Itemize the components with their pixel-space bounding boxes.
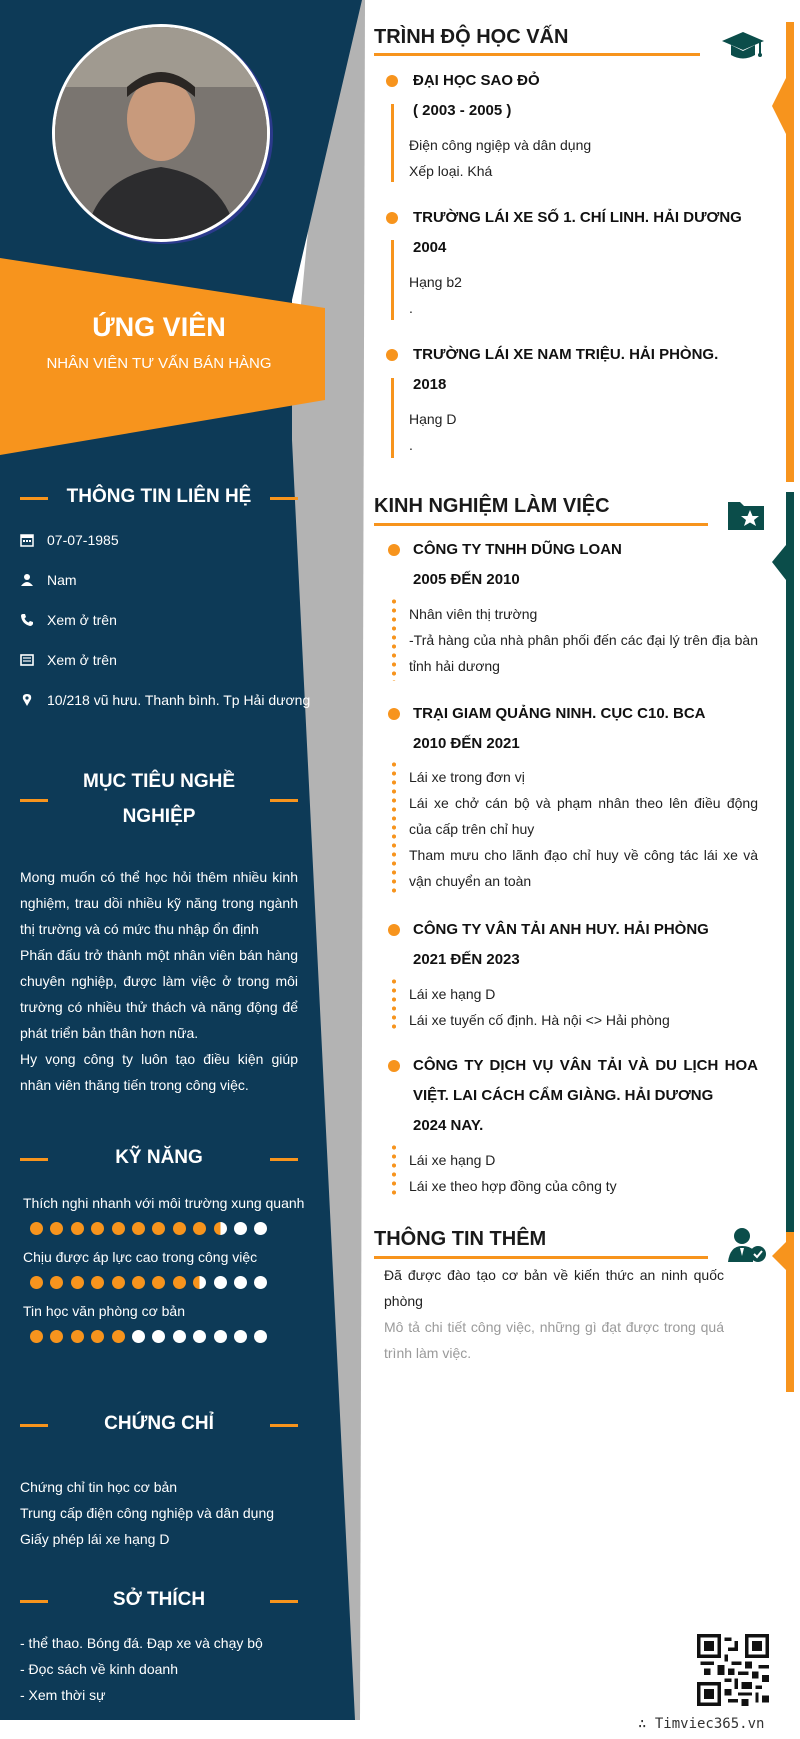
extra-right-arrow	[772, 1242, 786, 1270]
detail-line: Điện công ngiệp và dân dụng	[409, 137, 592, 153]
experience-entry-title: CÔNG TY DỊCH VỤ VÂN TẢI VÀ DU LỊCH HOA VIỆT. LAI CÁCH CẨM GIÀNG. HẢI DƯƠNG	[413, 1057, 758, 1104]
education-entry-details	[409, 132, 758, 184]
skill-dot	[132, 1276, 145, 1289]
user-icon	[20, 573, 34, 587]
detail-line: Lái xe hạng D	[409, 986, 496, 1002]
experience-entry-details	[409, 1147, 758, 1199]
timeline-bullet	[388, 708, 400, 720]
experience-entry-title: TRẠI GIAM QUẢNG NINH. CỤC C10. BCA	[413, 705, 706, 722]
skill-dot	[193, 1276, 206, 1289]
heading-dash-left	[20, 799, 48, 802]
education-heading: TRÌNH ĐỘ HỌC VẤN	[374, 26, 569, 48]
experience-entry-title: CÔNG TY VÂN TẢI ANH HUY. HẢI PHÒNG	[413, 921, 709, 938]
detail-line: Tham mưu cho lãnh đạo chỉ huy về công tác lái xe và vận chuyển an toàn	[409, 847, 758, 889]
graduation-cap-icon	[720, 28, 766, 64]
gender-text: Nam	[47, 572, 77, 588]
email-text: Xem ở trên	[47, 652, 117, 668]
candidate-name: ỨNG VIÊN	[92, 312, 226, 342]
skill-dot	[112, 1222, 125, 1235]
skill-dot	[254, 1276, 267, 1289]
skills-heading	[20, 1140, 298, 1175]
experience-heading-underline	[374, 523, 708, 526]
experience-entry-details	[409, 601, 758, 679]
detail-line: Hạng b2	[409, 274, 462, 290]
education-entry-title: ĐẠI HỌC SAO ĐỎ	[413, 72, 540, 89]
education-entry-period: 2018	[413, 376, 447, 393]
hobbies-heading	[20, 1582, 298, 1617]
skill-dot	[234, 1330, 247, 1343]
brand-footer[interactable]: ∴ Timviec365.vn	[638, 1716, 765, 1732]
education-entry-details	[409, 269, 758, 321]
timeline-line	[391, 104, 394, 182]
user-check-icon	[726, 1226, 768, 1264]
detail-line: Lái xe tuyến cố định. Hà nội <> Hải phòng	[409, 1012, 670, 1028]
skill-dot	[112, 1276, 125, 1289]
experience-entry-details	[409, 764, 758, 894]
timeline-dotted-line	[392, 1143, 396, 1197]
skill-dot	[152, 1222, 165, 1235]
skill-dot	[173, 1276, 186, 1289]
skill-dot	[30, 1330, 43, 1343]
additional-heading-underline	[374, 1256, 708, 1259]
experience-entry-period: 2024 NAY.	[413, 1117, 484, 1134]
phone-text: Xem ở trên	[47, 612, 117, 628]
hobby-item: - Đọc sách về kinh doanh	[20, 1661, 178, 1677]
objective-heading	[20, 764, 298, 834]
detail-line: Lái xe theo hợp đồng của công ty	[409, 1178, 617, 1194]
hobby-item: - Xem thời sự	[20, 1687, 106, 1703]
skill-rating	[23, 1330, 313, 1346]
timeline-line	[391, 378, 394, 458]
skill-dot	[254, 1222, 267, 1235]
education-entry-title: TRƯỜNG LÁI XE SỐ 1. CHÍ LINH. HẢI DƯƠNG	[413, 209, 742, 226]
avatar-photo	[55, 27, 267, 239]
detail-line: Lái xe chở cán bộ và phạm nhân theo lên điều động của cấp trên chỉ huy	[409, 795, 758, 837]
experience-heading: KINH NGHIỆM LÀM VIỆC	[374, 495, 610, 517]
contact-address	[20, 688, 320, 712]
skill-dot	[152, 1276, 165, 1289]
edu-right-arrow	[772, 78, 786, 134]
heading-dash-right	[270, 1424, 298, 1427]
hobby-item: - thể thao. Bóng đá. Đạp xe và chạy bộ	[20, 1635, 263, 1651]
skill-dot	[152, 1330, 165, 1343]
skill-item	[23, 1300, 313, 1346]
experience-entry-period: 2005 ĐẾN 2010	[413, 571, 520, 588]
additional-placeholder: Mô tả chi tiết công việc, những gì đạt được trong quá trình làm việc.	[384, 1319, 724, 1361]
qr-code-icon	[697, 1634, 769, 1706]
skill-dot	[112, 1330, 125, 1343]
phone-icon	[20, 613, 34, 627]
objective-text	[20, 864, 298, 1098]
skill-dot	[214, 1276, 227, 1289]
heading-dash-right	[270, 799, 298, 802]
timeline-dotted-line	[392, 760, 396, 894]
objective-paragraph: Phấn đấu trở thành một nhân viên bán hàng chuyên nghiệp, được làm việc ở trong môi trường có nhiều thử thách và năng động để phát triển bản thân hơn nữa.	[20, 947, 298, 1041]
objective-heading-line1: MỤC TIÊU NGHỀ	[83, 771, 235, 792]
skill-dot	[71, 1330, 84, 1343]
heading-dash-left	[20, 1424, 48, 1427]
certificate-item: Chứng chỉ tin học cơ bản	[20, 1479, 178, 1495]
timeline-dotted-line	[392, 597, 396, 681]
skill-name: Chịu được áp lực cao trong công việc	[23, 1249, 258, 1265]
timeline-bullet	[388, 1060, 400, 1072]
experience-entry-period: 2010 ĐẾN 2021	[413, 735, 520, 752]
skill-dot	[30, 1276, 43, 1289]
contact-heading	[20, 479, 298, 514]
skill-dot	[214, 1222, 227, 1235]
location-pin-icon	[20, 693, 34, 707]
birthday-text: 07-07-1985	[47, 532, 119, 548]
timeline-bullet	[388, 924, 400, 936]
heading-dash-right	[270, 1600, 298, 1603]
detail-line: Lái xe hạng D	[409, 1152, 496, 1168]
avatar	[52, 24, 270, 242]
hobbies-heading-text: SỞ THÍCH	[112, 1589, 206, 1610]
experience-entry-period: 2021 ĐẾN 2023	[413, 951, 520, 968]
certificates-heading-text: CHỨNG CHỈ	[104, 1413, 214, 1434]
certificates-list	[20, 1474, 298, 1552]
detail-line: Nhân viên thị trường	[409, 606, 538, 622]
skill-dot	[91, 1330, 104, 1343]
skill-dot	[193, 1330, 206, 1343]
detail-line: Xếp loại. Khá	[409, 163, 493, 179]
skill-dot	[50, 1330, 63, 1343]
detail-line: .	[409, 437, 413, 453]
contact-email	[20, 648, 320, 672]
contact-birthday	[20, 528, 320, 552]
skill-dot	[50, 1276, 63, 1289]
experience-entry-details	[409, 981, 758, 1033]
skill-dot	[214, 1330, 227, 1343]
skill-dot	[50, 1222, 63, 1235]
skill-name: Tin học văn phòng cơ bản	[23, 1303, 185, 1319]
heading-dash-left	[20, 1158, 48, 1161]
education-entry-period: ( 2003 - 2005 )	[413, 102, 512, 119]
timeline-bullet	[386, 212, 398, 224]
skill-rating	[23, 1276, 313, 1292]
education-entry-title: TRƯỜNG LÁI XE NAM TRIỆU. HẢI PHÒNG.	[413, 346, 719, 363]
extra-right-bar	[786, 1232, 794, 1392]
skills-heading-text: KỸ NĂNG	[115, 1147, 203, 1168]
skill-dot	[91, 1276, 104, 1289]
additional-info-text	[384, 1262, 724, 1366]
education-heading-underline	[374, 53, 700, 56]
star-folder-icon	[726, 496, 766, 532]
objective-heading-line2: NGHIỆP	[122, 806, 196, 827]
objective-paragraph: Mong muốn có thể học hỏi thêm nhiều kinh nghiệm, trau dồi nhiều kỹ năng trong ngành thị trường và có mức thu nhập ổn định	[20, 869, 298, 937]
skill-item	[23, 1246, 313, 1292]
exp-right-arrow	[772, 545, 786, 580]
skill-name: Thích nghi nhanh với môi trường xung quanh	[23, 1195, 305, 1211]
objective-paragraph: Hy vọng công ty luôn tạo điều kiện giúp nhân viên thăng tiến trong công việc.	[20, 1051, 298, 1093]
skill-dot	[193, 1222, 206, 1235]
skill-dot	[173, 1330, 186, 1343]
skill-dot	[173, 1222, 186, 1235]
skill-dot	[234, 1222, 247, 1235]
skill-dot	[30, 1222, 43, 1235]
timeline-bullet	[386, 349, 398, 361]
timeline-dotted-line	[392, 977, 396, 1031]
address-text: 10/218 vũ hưu. Thanh bình. Tp Hải dương	[47, 692, 311, 708]
detail-line: Lái xe trong đơn vị	[409, 769, 525, 785]
edu-right-bar	[786, 22, 794, 482]
heading-dash-left	[20, 1600, 48, 1603]
heading-dash-left	[20, 497, 48, 500]
certificate-item: Trung cấp điện công nghiệp và dân dụng	[20, 1505, 275, 1521]
timeline-line	[391, 240, 394, 320]
education-entry-details	[409, 406, 758, 458]
skill-rating	[23, 1222, 313, 1238]
additional-heading: THÔNG TIN THÊM	[374, 1228, 547, 1250]
contact-heading-text: THÔNG TIN LIÊN HỆ	[66, 486, 252, 507]
certificates-heading	[20, 1406, 298, 1441]
skill-dot	[71, 1222, 84, 1235]
skill-dot	[91, 1222, 104, 1235]
timeline-bullet	[386, 75, 398, 87]
skill-item	[23, 1192, 313, 1238]
contact-phone	[20, 608, 320, 632]
contact-gender	[20, 568, 320, 592]
heading-dash-right	[270, 497, 298, 500]
detail-line: Hạng D	[409, 411, 457, 427]
calendar-icon	[20, 533, 34, 547]
candidate-position: NHÂN VIÊN TƯ VẤN BÁN HÀNG	[46, 355, 272, 372]
detail-line: .	[409, 300, 413, 316]
timeline-bullet	[388, 544, 400, 556]
education-entry-period: 2004	[413, 239, 447, 256]
hobbies-list	[20, 1630, 298, 1708]
detail-line: -Trả hàng của nhà phân phối đến các đại lý trên địa bàn tỉnh hải dương	[409, 632, 758, 674]
skill-dot	[71, 1276, 84, 1289]
skill-dot	[132, 1222, 145, 1235]
email-icon	[20, 653, 34, 667]
skill-dot	[132, 1330, 145, 1343]
skill-dot	[234, 1276, 247, 1289]
additional-text: Đã được đào tạo cơ bản về kiến thức an ninh quốc phòng	[384, 1267, 724, 1309]
skill-dot	[254, 1330, 267, 1343]
heading-dash-right	[270, 1158, 298, 1161]
experience-entry-title: CÔNG TY TNHH DŨNG LOAN	[413, 541, 622, 558]
exp-right-bar	[786, 492, 794, 1232]
certificate-item: Giấy phép lái xe hạng D	[20, 1531, 170, 1547]
